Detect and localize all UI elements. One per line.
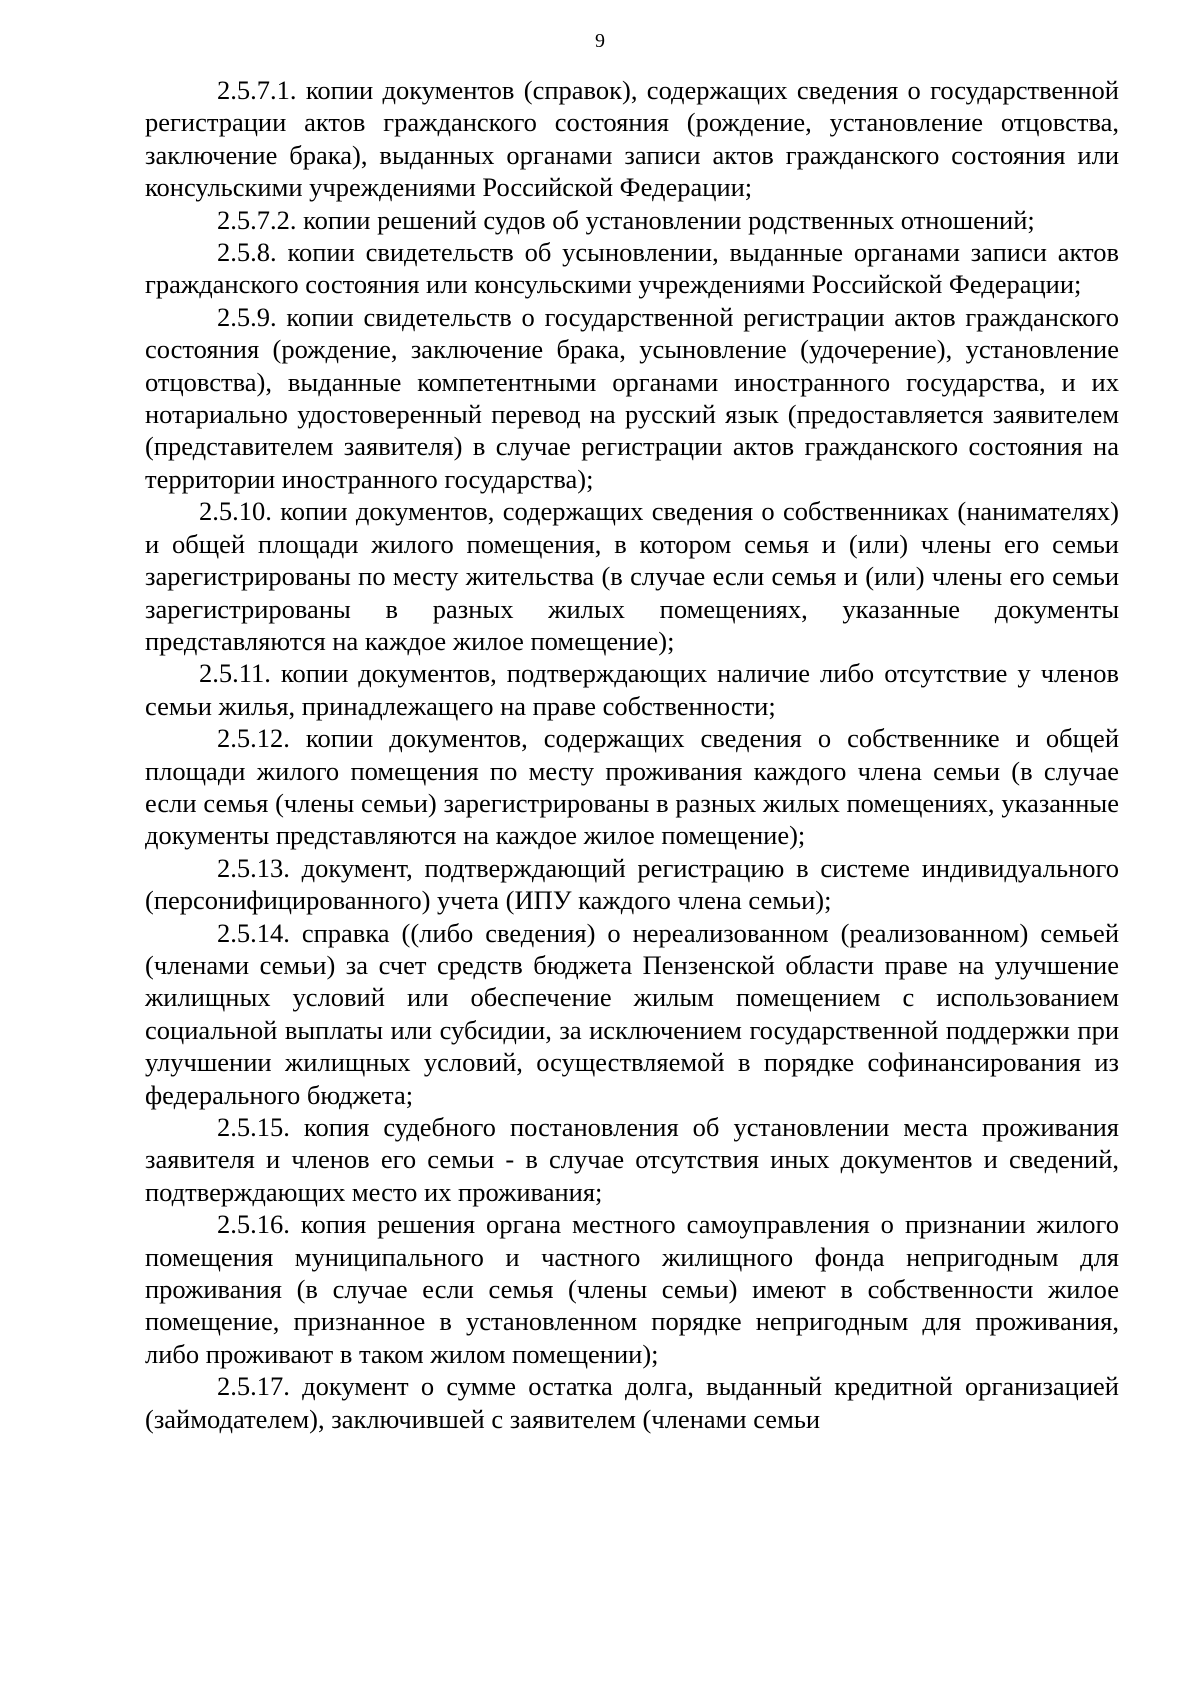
document-body xyxy=(145,74,1119,1435)
paragraph-2-5-13: 2.5.13. документ, подтверждающий регистрацию в системе индивидуального (персонифицированного) учета (ИПУ каждого члена семьи); xyxy=(145,852,1119,916)
paragraph-2-5-7-1: 2.5.7.1. копии документов (справок), содержащих сведения о государственной регистрации актов гражданского состояния (рождение, установление отцовства, заключение брака), выданных органами записи актов гражданского состояния или консульскими учреждениями Российской Федерации; xyxy=(145,75,1119,203)
paragraph-2-5-8: 2.5.8. копии свидетельств об усыновлении, выданные органами записи актов гражданского состояния или консульскими учреждениями Российской Федерации; xyxy=(145,237,1119,300)
paragraph-2-5-11: 2.5.11. копии документов, подтверждающих наличие либо отсутствие у членов семьи жилья, принадлежащего на праве собственности; xyxy=(145,658,1119,721)
paragraph-2-5-15: 2.5.15. копия судебного постановления об установлении места проживания заявителя и членов его семьи - в случае отсутствия иных документов и сведений, подтверждающих место их проживания; xyxy=(145,1112,1119,1207)
page-number: 9 xyxy=(595,30,605,52)
paragraph-2-5-9: 2.5.9. копии свидетельств о государственной регистрации актов гражданского состояния (рождение, заключение брака, усыновление (удочерение), установление отцовства), выданные компетентными органами иностранного государства, и их нотариально удостоверенный перевод на русский язык (предоставляется заявителем (представителем заявителя) в случае регистрации актов гражданского состояния на территории иностранного государства); xyxy=(145,301,1119,494)
paragraph-2-5-12: 2.5.12. копии документов, содержащих сведения о собственнике и общей площади жилого помещения по месту проживания каждого члена семьи (в случае если семья (члены семьи) зарегистрированы в разных жилых помещениях, указанные документы представляются на каждое жилое помещение); xyxy=(145,723,1119,851)
paragraph-2-5-14: 2.5.14. справка ((либо сведения) о нереализованном (реализованном) семьей (членами семьи) за счет средств бюджета Пензенской области праве на улучшение жилищных условий или обеспечение жилым помещением с использованием социальной выплаты или субсидии, за исключением государственной поддержки при улучшении жилищных условий, осуществляемой в порядке софинансирования из федерального бюджета; xyxy=(145,917,1119,1110)
paragraph-2-5-17: 2.5.17. документ о сумме остатка долга, выданный кредитной организацией (займодателем), заключившей с заявителем (членами семьи xyxy=(145,1371,1119,1434)
paragraph-2-5-7-2: 2.5.7.2. копии решений судов об установлении родственных отношений; xyxy=(217,204,1035,235)
paragraph-2-5-10: 2.5.10. копии документов, содержащих сведения о собственниках (нанимателях) и общей площади жилого помещения, в котором семья и (или) члены его семьи зарегистрированы по месту жительства (в случае если семья и (или) члены его семьи зарегистрированы в разных жилых помещениях, указанные документы представляются на каждое жилое помещение); xyxy=(145,496,1119,656)
paragraph-2-5-16: 2.5.16. копия решения органа местного самоуправления о признании жилого помещения муниципального и частного жилищного фонда непригодным для проживания (в случае если семья (члены семьи) имеют в собственности жилое помещение, признанное в установленном порядке непригодным для проживания, либо проживают в таком жилом помещении); xyxy=(145,1209,1119,1369)
